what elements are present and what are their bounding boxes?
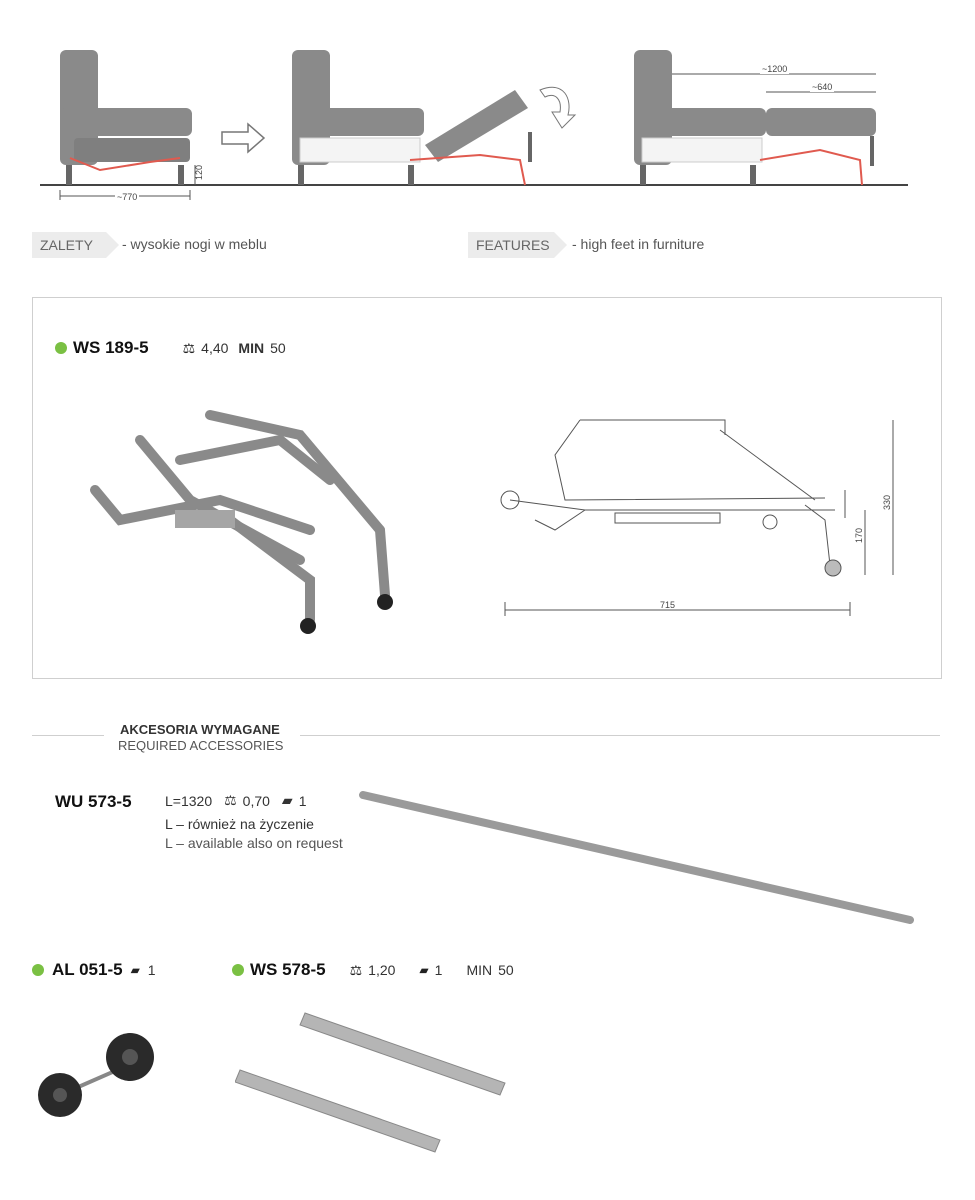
product-min-value: 50 (270, 340, 286, 356)
rod-image (355, 785, 920, 930)
dim-height-seat: 170 (854, 528, 864, 544)
accessory-code-al051: AL 051-5 (52, 960, 123, 979)
accessory-min-value-ws578: 50 (498, 962, 514, 978)
wheels-image (30, 1025, 170, 1130)
features-text-pl: - wysokie nogi w meblu (122, 236, 267, 252)
wheel-icon (377, 594, 393, 610)
dim-open-total: ~1200 (762, 64, 788, 74)
dim-open-part: ~640 (812, 82, 833, 92)
mechanism-technical-drawing (495, 410, 915, 620)
accessory-qty-ws578: 1 (434, 962, 443, 978)
accessories-title-pl: AKCESORIA WYMAGANE (120, 722, 280, 737)
weight-icon: ⚖ (349, 961, 363, 978)
dim-depth: ~770 (117, 192, 138, 202)
accessory-code-wu573: WU 573-5 (55, 792, 132, 811)
mechanism-3d-render (80, 400, 420, 640)
accessory-qty: 1 (298, 792, 307, 809)
dim-width: 715 (660, 600, 676, 610)
dim-height-total: 330 (882, 495, 892, 511)
features-tag-en: FEATURES (468, 232, 554, 258)
accessory-specs-wu573 (165, 792, 307, 809)
accessory-header-ws578 (232, 960, 514, 980)
rotate-arrow-icon (540, 87, 575, 128)
weight-icon: ⚖ (182, 339, 196, 356)
rails-image (235, 1005, 510, 1160)
dim-feet: 120 (194, 165, 204, 181)
accessory-qty-al051: 1 (147, 962, 156, 978)
quantity-icon: ▰ (130, 963, 140, 977)
product-weight: 4,40 (201, 340, 229, 356)
divider-right (300, 735, 940, 736)
accessory-header-al051 (32, 960, 156, 980)
product-header (55, 338, 286, 358)
weight-icon: ⚖ (224, 792, 237, 808)
accessory-length: L=1320 (165, 792, 213, 809)
product-code: WS 189-5 (73, 338, 149, 357)
sofa-closed (60, 50, 192, 185)
quantity-icon: ▰ (419, 963, 429, 977)
sofa-opening (292, 50, 532, 185)
features-text-en: - high feet in furniture (572, 236, 705, 252)
availability-dot (55, 342, 67, 354)
wheel-icon (300, 618, 316, 634)
accessory-code-ws578: WS 578-5 (250, 960, 326, 979)
accessory-min-label-ws578: MIN (466, 962, 493, 978)
features-tag-pl: ZALETY (32, 232, 106, 258)
quantity-icon: ▰ (281, 792, 293, 808)
availability-dot (232, 964, 244, 976)
accessory-note-en: L – available also on request (165, 835, 343, 851)
sofa-conversion-diagram (0, 0, 975, 215)
arrow-right-icon (222, 124, 264, 152)
divider-left (32, 735, 104, 736)
sofa-open (634, 50, 876, 185)
accessory-note-pl: L – również na życzenie (165, 816, 314, 832)
accessories-title-en: REQUIRED ACCESSORIES (118, 738, 284, 753)
accessory-weight: 0,70 (242, 792, 270, 809)
product-min-label: MIN (238, 340, 265, 356)
accessory-weight-ws578: 1,20 (368, 962, 396, 978)
availability-dot (32, 964, 44, 976)
